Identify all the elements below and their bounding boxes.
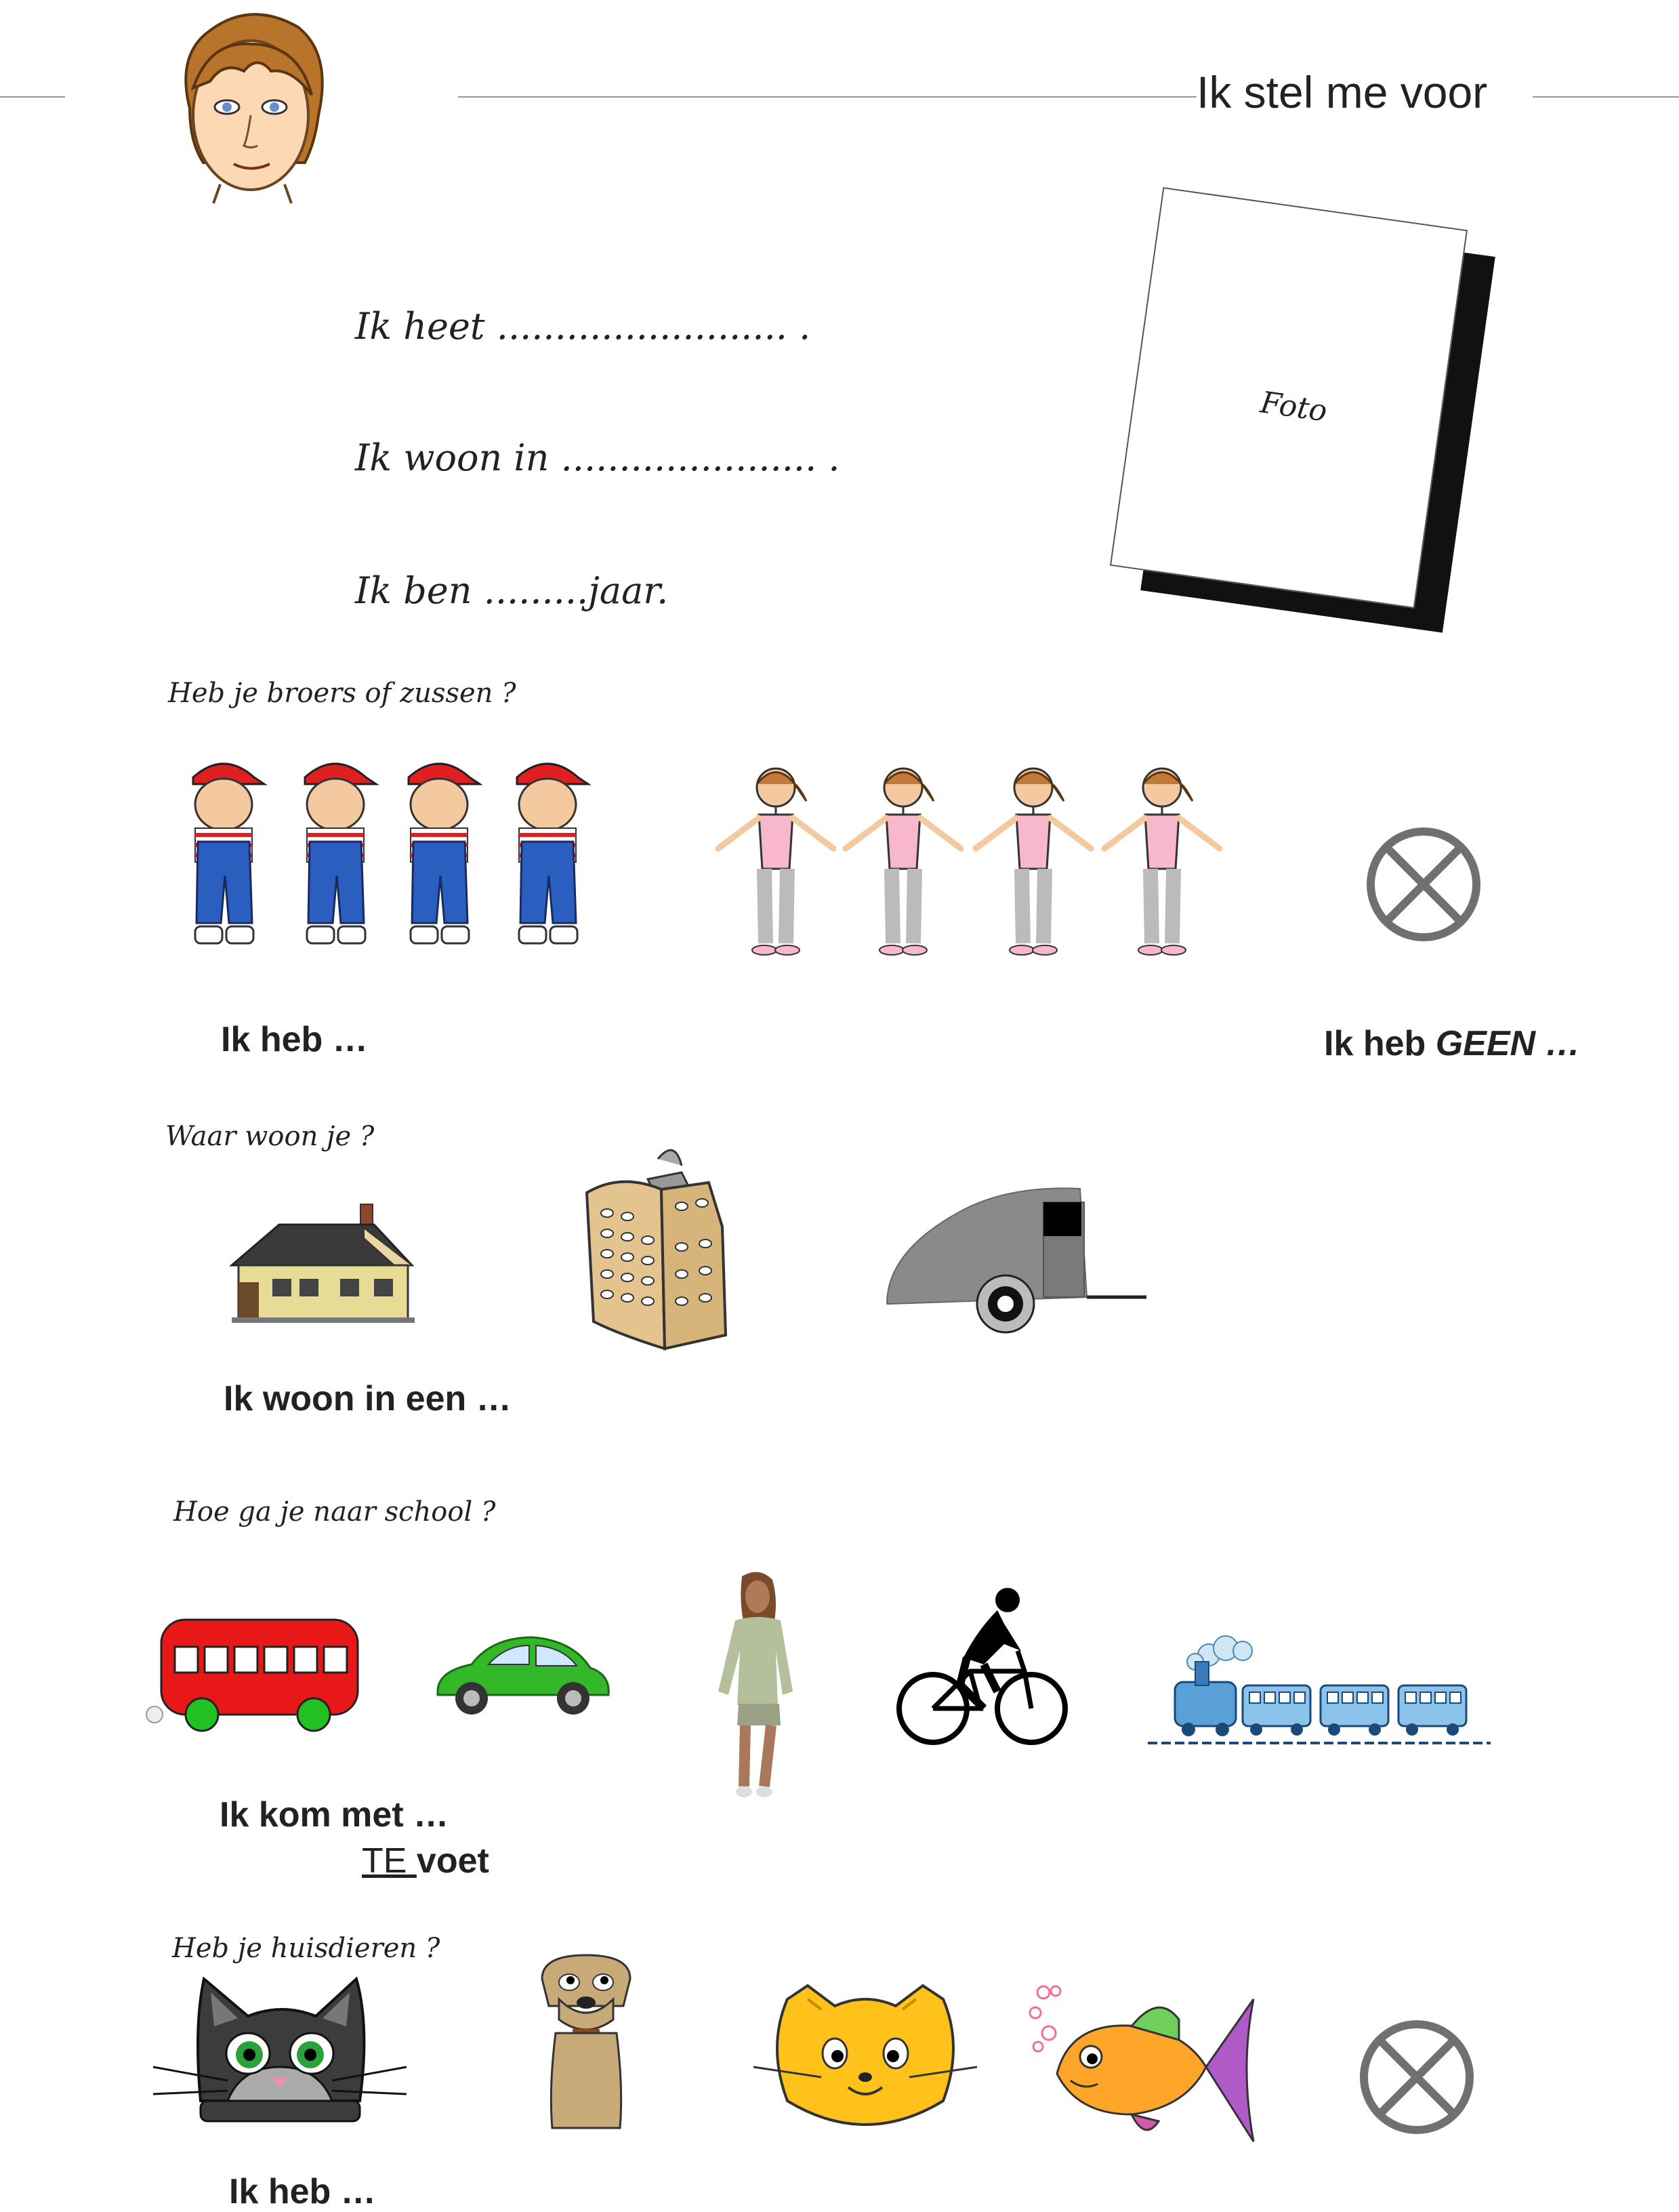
walking-woman-icon: [705, 1570, 813, 1807]
transport-foot-prefix: TE: [362, 1841, 417, 1881]
siblings-answer-none-emph: GEEN …: [1435, 1024, 1581, 1063]
hamster-icon: [753, 1979, 977, 2142]
boy-icon: [288, 754, 383, 957]
crossed-circle-icon: [1365, 825, 1483, 943]
town-line: Ik woon in ...................... .: [355, 436, 840, 479]
crossed-circle-icon: [1358, 2018, 1476, 2136]
page-title: Ik stel me voor: [1197, 67, 1488, 117]
age-line: Ik ben .........jaar.: [355, 569, 669, 612]
boy-face-icon: [163, 7, 339, 203]
boy-icon: [176, 754, 271, 957]
cat-icon: [153, 1965, 407, 2128]
siblings-answer-none: [1324, 1023, 1581, 1064]
caravan-icon: [884, 1182, 1149, 1338]
apartment-building-icon: [580, 1132, 743, 1355]
siblings-question: Heb je broers of zussen ?: [168, 678, 516, 709]
bus-icon: [141, 1613, 359, 1735]
photo-label: Foto: [1258, 385, 1329, 429]
header-rule-left: [0, 96, 65, 98]
house-icon: [218, 1201, 426, 1324]
boy-icon: [500, 754, 595, 957]
photo-frame: [1111, 193, 1436, 607]
cyclist-icon: [896, 1583, 1069, 1753]
dog-icon: [535, 1952, 637, 2135]
header-rule-middle: [458, 96, 1197, 98]
housing-question: Waar woon je ?: [165, 1121, 375, 1152]
siblings-answer-none-prefix: Ik heb: [1324, 1024, 1436, 1063]
boy-icon: [392, 754, 486, 957]
girl-icon: [711, 760, 840, 964]
girl-icon: [839, 760, 968, 964]
car-icon: [431, 1631, 614, 1719]
transport-question: Hoe ga je naar school ?: [173, 1496, 496, 1528]
pets-answer: Ik heb …: [229, 2172, 376, 2211]
train-icon: [1148, 1635, 1491, 1748]
name-line: Ik heet ......................... .: [355, 305, 811, 348]
transport-foot-word: voet: [416, 1841, 489, 1881]
transport-foot: [362, 1841, 489, 1881]
fish-icon: [1023, 1979, 1260, 2155]
housing-answer: Ik woon in een …: [224, 1379, 512, 1418]
transport-answer: Ik kom met …: [220, 1795, 449, 1835]
girl-icon: [969, 760, 1098, 964]
pets-question: Heb je huisdieren ?: [172, 1933, 440, 1964]
girl-icon: [1098, 760, 1226, 964]
header-rule-right: [1533, 96, 1679, 98]
siblings-answer-have: Ik heb …: [221, 1020, 368, 1059]
